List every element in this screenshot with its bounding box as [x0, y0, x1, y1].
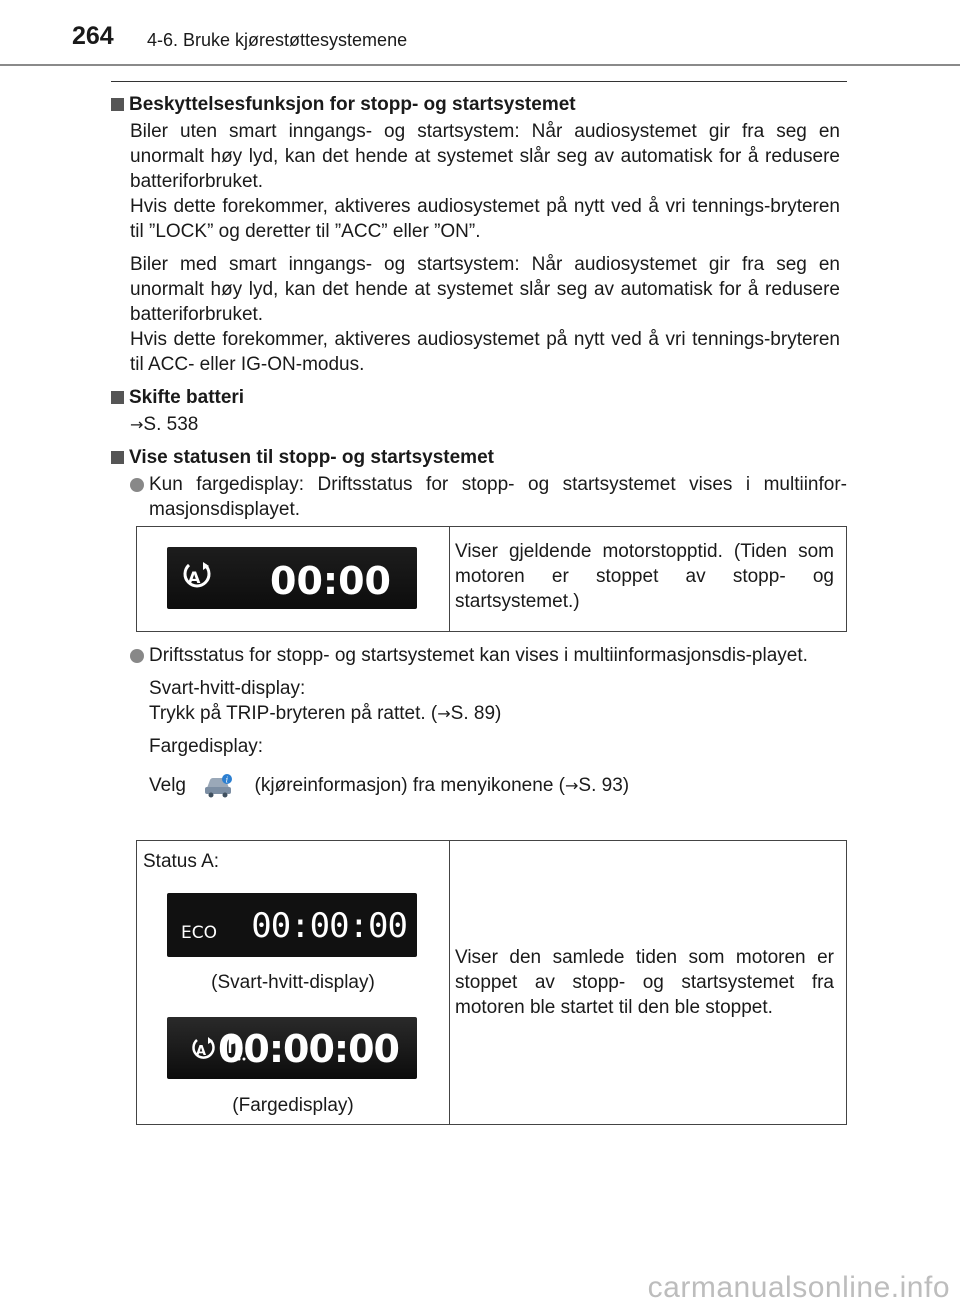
bw-total-time: 00:00:00 [251, 906, 407, 946]
auto-stop-icon [189, 1037, 219, 1063]
stop-time-description: Viser gjeldende motorstopptid. (Tiden som motoren er stoppet av stopp- og startsystemet.) [455, 541, 834, 612]
paragraph-without-smart: Biler uten smart inngangs- og startsystem: Når audiosystemet gir fra seg en unormalt høy lyd, kan det hende at systemet slår seg av automatisk for å redusere batteriforbruket. Hvis dette forekommer, aktiveres audiosystemet på nytt ved å vri tennings-bryteren til ”LOCK” og deretter til ”ACC” eller ”ON”. [130, 121, 840, 242]
bullet-color-display: Kun fargedisplay: Driftsstatus for stopp- og startsystemet vises i multiinfor-masjonsdisplayet. [130, 472, 847, 522]
eco-indicator: ECO [181, 923, 217, 943]
watermark-text: carmanualsonline.info [647, 1271, 950, 1304]
section-heading-battery: Skifte batteri [111, 385, 847, 410]
page-number: 264 [72, 22, 114, 50]
bullet-circle-icon [130, 478, 144, 492]
total-stop-time-table [136, 840, 847, 1125]
battery-page-reference[interactable]: →S. 538 [130, 414, 199, 435]
chapter-title: 4-6. Bruke kjørestøttesystemene [147, 30, 408, 50]
stop-time-display-cell [137, 527, 450, 631]
status-a-label: Status A: [143, 851, 220, 872]
heading-square-icon [111, 451, 124, 464]
color-label: Fargedisplay: [149, 736, 264, 757]
bw-lcd [167, 893, 417, 957]
multi-info-content [111, 643, 847, 803]
color-caption: (Fargedisplay) [232, 1095, 354, 1116]
heading-square-icon [111, 98, 124, 111]
bullet-circle-icon [130, 649, 144, 663]
svg-text:A: A [196, 1044, 207, 1059]
auto-stop-icon [179, 561, 217, 593]
main-content [111, 92, 847, 530]
paragraph-with-smart: Biler med smart inngangs- og startsystem: Når audiosystemet gir fra seg en unormalt høy lyd, kan det hende at systemet slår seg av automatisk for å redusere batteriforbruket. Hvis dette forekommer, aktiveres audiosystemet på nytt ved å vri tennings-bryteren til ACC- eller IG-ON-modus. [130, 254, 840, 375]
heading-square-icon [111, 391, 124, 404]
color-instructions: Velg i (kjøreinformasjon) fra menyikonene (→S. 93) [149, 769, 847, 803]
bw-instructions: Svart-hvitt-display: Trykk på TRIP-bryteren på rattet. (→S. 89) [149, 678, 502, 724]
arrow-right-icon: → [437, 704, 451, 723]
section-rule [111, 81, 847, 82]
color-total-time: 00:00:00 [217, 1027, 399, 1071]
status-a-cell [137, 841, 450, 1124]
bullet-multi-info: Driftsstatus for stopp- og startsystemet kan vises i multiinformasjonsdis-playet. [130, 643, 847, 668]
svg-text:i: i [225, 775, 229, 785]
bw-caption: (Svart-hvitt-display) [211, 972, 375, 993]
color-lcd [167, 1017, 417, 1079]
driving-info-icon [201, 772, 235, 800]
stop-time-table [136, 526, 847, 632]
stop-time-lcd [167, 547, 417, 609]
section-heading-status: Vise statusen til stopp- og startsystemet [111, 445, 847, 470]
svg-text:A: A [188, 568, 201, 587]
page-header [0, 0, 960, 66]
arrow-right-icon: → [565, 776, 579, 795]
stop-time-value: 00:00 [270, 559, 391, 603]
total-stop-time-description: Viser den samlede tiden som motoren er stoppet av stopp- og startsystemet fra motoren ble startet til den ble stoppet. [455, 947, 834, 1018]
section-heading-protection: Beskyttelsesfunksjon for stopp- og startsystemet [111, 92, 847, 117]
arrow-right-icon: → [130, 415, 144, 434]
